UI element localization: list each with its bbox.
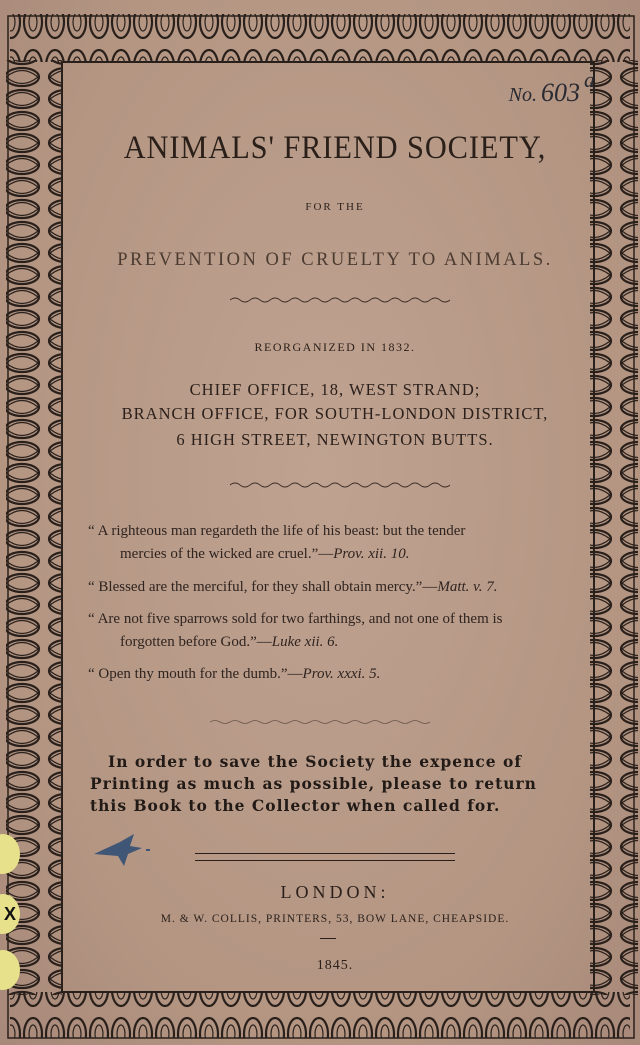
quote-4 xyxy=(88,666,380,683)
catalog-suffix: a xyxy=(584,67,595,92)
branch-address: 6 HIGH STREET, NEWINGTON BUTTS. xyxy=(176,430,494,449)
quote-1-line-2 xyxy=(120,546,409,563)
for-the-label: FOR THE xyxy=(305,201,365,213)
chief-office: CHIEF OFFICE, 18, WEST STRAND; xyxy=(189,380,481,399)
branch-office: BRANCH OFFICE, FOR SOUTH-LONDON DISTRICT, xyxy=(121,404,549,423)
double-rule-divider xyxy=(195,853,455,861)
library-tab-label: X xyxy=(0,894,20,934)
printers-imprint: M. & W. COLLIS, PRINTERS, 53, BOW LANE, CHEAPSIDE. xyxy=(160,913,510,925)
reorganized-line: REORGANIZED IN 1832. xyxy=(254,340,416,354)
notice-line-3: this Book to the Collector when called for. xyxy=(90,796,501,815)
squiggle-divider-1 xyxy=(230,296,450,304)
publication-year: 1845. xyxy=(316,958,354,973)
ink-blot-mark xyxy=(90,828,150,868)
notice-line-1: In order to save the Society the expence of xyxy=(108,752,523,771)
quote-1-reference: Prov. xii. 10. xyxy=(333,546,410,562)
quote-3-text: forgotten before God.”— xyxy=(120,634,272,650)
quote-3-line-2 xyxy=(120,634,338,651)
quote-3-line-1: “ Are not five sparrows sold for two farthings, and not one of them is xyxy=(88,611,503,627)
quote-2 xyxy=(88,579,497,596)
quote-1-line-1: “ A righteous man regardeth the life of his beast: but the tender xyxy=(88,523,466,539)
quote-2-text: “ Blessed are the merciful, for they shall obtain mercy.”— xyxy=(88,579,438,595)
society-title: ANIMALS' FRIEND SOCIETY, xyxy=(123,130,547,166)
short-rule xyxy=(320,938,336,939)
imprint-city: LONDON: xyxy=(280,882,390,902)
quote-4-text: “ Open thy mouth for the dumb.”— xyxy=(88,666,303,682)
notice-line-2: Printing as much as possible, please to return xyxy=(90,774,537,793)
quote-2-reference: Matt. v. 7. xyxy=(437,579,498,595)
catalog-prefix: No. xyxy=(508,84,537,106)
quote-1-text: mercies of the wicked are cruel.”— xyxy=(120,546,334,562)
cover-content xyxy=(70,68,600,988)
squiggle-divider-3 xyxy=(210,718,430,726)
prevention-heading: PREVENTION OF CRUELTY TO ANIMALS. xyxy=(117,250,553,270)
squiggle-divider-2 xyxy=(230,481,450,489)
quote-3-reference: Luke xii. 6. xyxy=(271,634,339,650)
catalog-digits: 603 xyxy=(541,78,580,107)
quote-4-reference: Prov. xxxi. 5. xyxy=(302,666,381,682)
